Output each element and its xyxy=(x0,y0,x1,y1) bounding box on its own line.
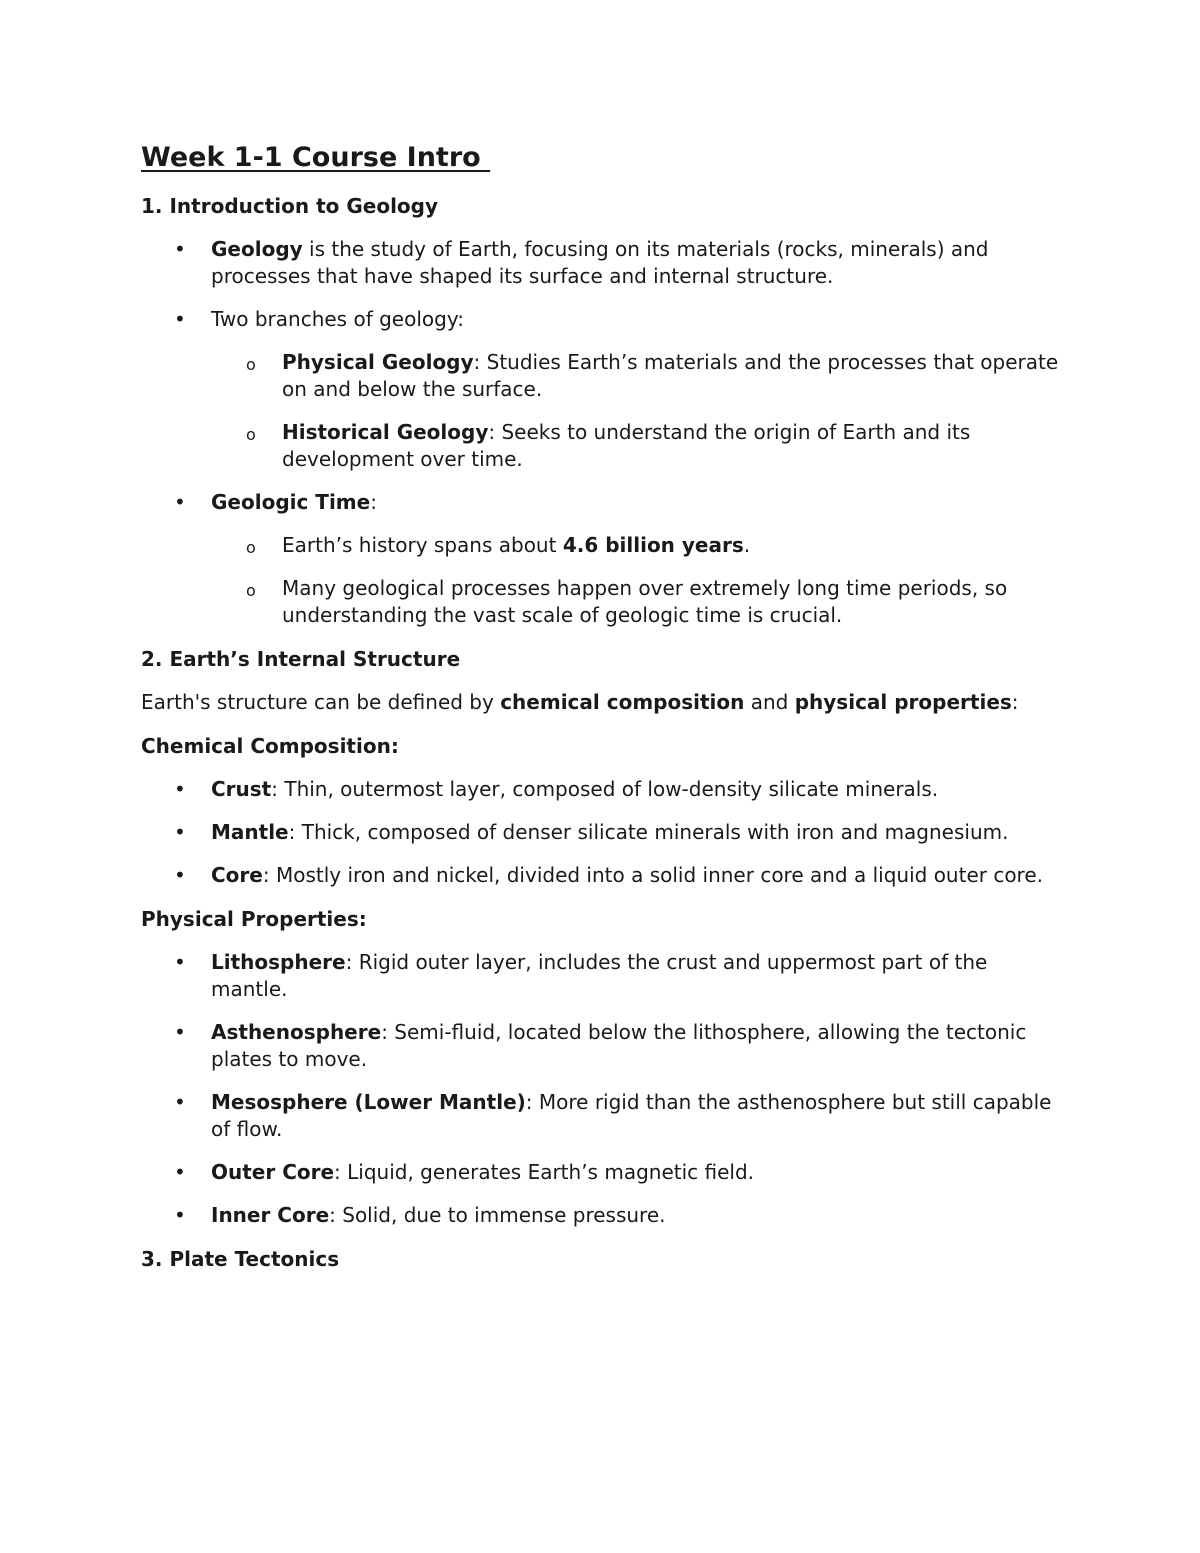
circle-bullet-icon: o xyxy=(246,581,256,600)
item-text: : Semi-fluid, located below the lithosphere, allowing the tectonic plates to move. xyxy=(211,1020,1027,1071)
term: Crust xyxy=(211,777,272,801)
term: Lithosphere xyxy=(211,950,346,974)
bullet-icon: • xyxy=(174,777,186,801)
term: Geology xyxy=(211,237,303,261)
sub-list-item xyxy=(141,575,1061,629)
bullet-icon: • xyxy=(174,863,186,887)
bullet-icon: • xyxy=(174,1160,186,1184)
sub-list-item xyxy=(141,532,1061,559)
list-item xyxy=(141,489,1061,629)
list-item xyxy=(141,306,1061,473)
item-text: : Studies Earth’s materials and the processes that operate on and below the surface. xyxy=(282,350,1059,401)
term: Outer Core xyxy=(211,1160,335,1184)
term: Physical Geology xyxy=(282,350,474,374)
paragraph-text: and xyxy=(744,690,795,714)
page-title: Week 1-1 Course Intro xyxy=(141,142,491,173)
item-text: : More rigid than the asthenosphere but still capable of flow. xyxy=(211,1090,1052,1141)
intro-geology-list xyxy=(141,236,1061,629)
item-text: : Liquid, generates Earth’s magnetic field. xyxy=(334,1160,755,1184)
item-text: : Mostly iron and nickel, divided into a solid inner core and a liquid outer core. xyxy=(262,863,1044,887)
subheading-chemical-composition: Chemical Composition: xyxy=(141,734,399,758)
subheading-physical-properties: Physical Properties: xyxy=(141,907,367,931)
sub-list-item xyxy=(141,419,1061,473)
item-text: : xyxy=(370,490,377,514)
circle-bullet-icon: o xyxy=(246,355,256,374)
term: physical properties xyxy=(794,690,1012,714)
bullet-icon: • xyxy=(174,307,186,331)
term: Mesosphere (Lower Mantle) xyxy=(211,1090,526,1114)
item-text: : Thin, outermost layer, composed of low-density silicate minerals. xyxy=(271,777,939,801)
list-item xyxy=(141,949,1061,1003)
list-item xyxy=(141,1019,1061,1073)
bullet-icon: • xyxy=(174,1090,186,1114)
bullet-icon: • xyxy=(174,490,186,514)
physical-properties-list xyxy=(141,949,1061,1229)
paragraph-text: Earth's structure can be defined by xyxy=(141,690,501,714)
list-item xyxy=(141,1159,1061,1186)
term: chemical composition xyxy=(500,690,745,714)
term: Mantle xyxy=(211,820,289,844)
item-text: Two branches of geology: xyxy=(211,307,464,331)
item-text: Many geological processes happen over extremely long time periods, so understanding the vast scale of geologic time is crucial. xyxy=(282,576,1008,627)
item-text: : Seeks to understand the origin of Earth and its development over time. xyxy=(282,420,971,471)
term: 4.6 billion years xyxy=(562,533,744,557)
branches-sublist xyxy=(211,349,1061,473)
geologic-time-sublist xyxy=(211,532,1061,629)
list-item xyxy=(141,862,1061,889)
bullet-icon: • xyxy=(174,237,186,261)
list-item xyxy=(141,1089,1061,1143)
item-text: : Rigid outer layer, includes the crust and uppermost part of the mantle. xyxy=(211,950,988,1001)
item-text: : Thick, composed of denser silicate minerals with iron and magnesium. xyxy=(288,820,1009,844)
term: Inner Core xyxy=(211,1203,330,1227)
paragraph-text: : xyxy=(1011,690,1019,714)
section-heading-internal-structure: 2. Earth’s Internal Structure xyxy=(141,647,461,671)
chemical-composition-list xyxy=(141,776,1061,889)
section-heading-plate-tectonics: 3. Plate Tectonics xyxy=(141,1247,340,1271)
sub-list-item xyxy=(141,349,1061,403)
item-text: Earth’s history spans about xyxy=(282,533,563,557)
intro-paragraph xyxy=(141,689,1061,716)
circle-bullet-icon: o xyxy=(246,538,256,557)
bullet-icon: • xyxy=(174,950,186,974)
item-text: . xyxy=(743,533,751,557)
section-heading-intro-geology: 1. Introduction to Geology xyxy=(141,194,439,218)
item-text: : Solid, due to immense pressure. xyxy=(329,1203,666,1227)
list-item xyxy=(141,776,1061,803)
bullet-icon: • xyxy=(174,1203,186,1227)
list-item xyxy=(141,236,1061,290)
term: Historical Geology xyxy=(282,420,489,444)
term: Core xyxy=(211,863,263,887)
document-page xyxy=(141,140,1061,1289)
term: Asthenosphere xyxy=(211,1020,382,1044)
bullet-icon: • xyxy=(174,1020,186,1044)
term: Geologic Time xyxy=(211,490,371,514)
list-item xyxy=(141,819,1061,846)
bullet-icon: • xyxy=(174,820,186,844)
item-text: is the study of Earth, focusing on its materials (rocks, minerals) and processes that have shaped its surface and internal structure. xyxy=(211,237,989,288)
circle-bullet-icon: o xyxy=(246,425,256,444)
list-item xyxy=(141,1202,1061,1229)
